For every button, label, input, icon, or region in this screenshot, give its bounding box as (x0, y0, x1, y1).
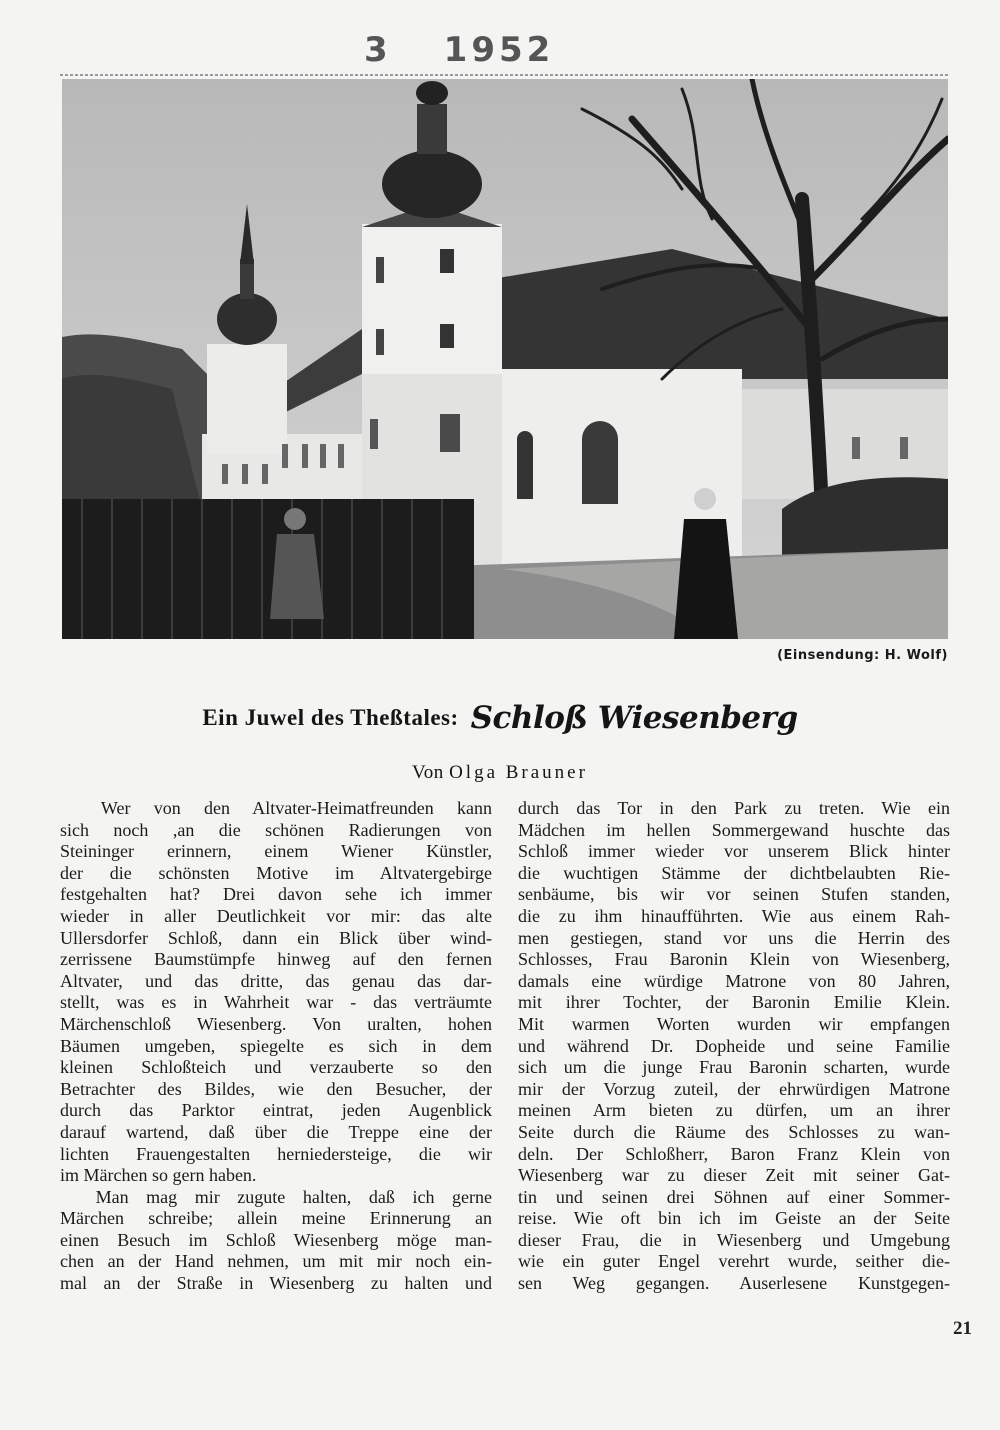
byline-author: Olga Brauner (449, 762, 588, 783)
text-line: im Märchen so gern haben. (60, 1165, 257, 1186)
text-line: chen an der Hand nehmen, um mit mir noch ein- (60, 1251, 492, 1272)
text-line: Märchenschloß Wiesenberg. Von uralten, hohen (60, 1013, 492, 1034)
text-line: reise. Wie oft bin ich im Geiste an der Seite (518, 1208, 950, 1229)
text-line: Ullersdorfer Schloß, dann ein Blick über wind- (60, 927, 492, 948)
dotted-rule (60, 74, 948, 76)
text-line: deln. Der Schloßherr, Baron Franz Klein von (518, 1143, 950, 1164)
text-line: Mädchen im hellen Sommergewand huschte das (518, 819, 950, 840)
text-line: Märchen schreibe; allein meine Erinnerung an (60, 1208, 492, 1229)
text-line: die wuchtigen Stämme der dichtbelaubten Rie- (518, 862, 950, 883)
issue-number: 3 (364, 30, 392, 70)
headline-title: Schloß Wiesenberg (470, 700, 798, 736)
text-line: einen Besuch im Schloß Wiesenberg möge man- (60, 1229, 492, 1250)
text-line: Bäumen umgeben, spiegelte es sich in dem (60, 1035, 492, 1056)
text-line: festgehalten hat? Drei davon sehe ich immer (60, 884, 492, 905)
text-line: damals eine würdige Matrone von 80 Jahren, (518, 970, 950, 991)
page-number: 21 (953, 1318, 972, 1339)
castle-photo (62, 79, 948, 639)
text-line: sen Weg gegangen. Auserlesene Kunstgegen- (518, 1273, 950, 1294)
text-line: Seite durch die Räume des Schlosses zu wan- (518, 1121, 950, 1142)
text-line: dieser Frau, die in Wiesenberg und Umgebung (518, 1229, 950, 1250)
right-text-column (518, 798, 950, 1295)
text-line: kleinen Schloßteich und verzauberte so den (60, 1057, 492, 1078)
text-line: zerrissene Baumstümpfe hinweg auf den fernen (60, 949, 492, 970)
text-line: Man mag mir zugute halten, daß ich gerne (60, 1186, 492, 1207)
text-line: darauf wartend, daß über die Treppe eine der (60, 1121, 492, 1142)
text-line: mal an der Straße in Wiesenberg zu halten und (60, 1273, 492, 1294)
text-line: wie ein guter Engel verehrt wurde, seither die- (518, 1251, 950, 1272)
article-headline (0, 700, 1000, 736)
text-line: men gestiegen, stand vor uns die Herrin des (518, 927, 950, 948)
text-line: meinen Arm bieten zu dürfen, um an ihrer (518, 1100, 950, 1121)
archive-stamp (364, 30, 554, 70)
text-line: tin und seinen drei Söhnen auf einer Sommer- (518, 1186, 950, 1207)
text-line: die zu ihm hinaufführten. Wie aus einem Rah- (518, 905, 950, 926)
left-text-column (60, 798, 492, 1295)
text-line: lichten Frauengestalten herniedersteige, die wir (60, 1143, 492, 1164)
text-line: Wiesenberg war zu dieser Zeit mit seiner Gat- (518, 1165, 950, 1186)
text-line: mir der Vorzug zuteil, der ehrwürdigen Matrone (518, 1078, 950, 1099)
byline-von: Von (412, 762, 444, 783)
text-line: senbäume, bis wir vor seinen Stufen standen, (518, 884, 950, 905)
text-line: stellt, was es in Wahrheit war - das verträumte (60, 992, 492, 1013)
text-line: mit ihrer Tochter, der Baronin Emilie Klein. (518, 992, 950, 1013)
text-line: Wer von den Altvater-Heimatfreunden kann (60, 798, 492, 818)
castle-with-towers-icon (62, 79, 948, 639)
text-line: Altvater, und das dritte, das genau das dar- (60, 970, 492, 991)
text-line: durch das Tor in den Park zu treten. Wie ein (518, 798, 950, 818)
headline-prefix: Ein Juwel des Theßtales: (202, 705, 459, 730)
text-line: Mit warmen Worten wurden wir empfangen (518, 1013, 950, 1034)
text-line: Schlosses, Frau Baronin Klein von Wiesenberg, (518, 949, 950, 970)
text-line: Schloß immer wieder vor unserem Blick hinter (518, 841, 950, 862)
text-line: und während Dr. Dopheide und seine Familie (518, 1035, 950, 1056)
text-line: sich um die junge Frau Baronin scharten, wurde (518, 1057, 950, 1078)
text-line: wieder in aller Deutlichkeit vor mir: das alte (60, 905, 492, 926)
byline (0, 762, 1000, 784)
text-line: Steininger erinnern, einem Wiener Künstler, (60, 841, 492, 862)
photo-credit: (Einsendung: H. Wolf) (777, 648, 948, 663)
text-line: sich noch ,an die schönen Radierungen von (60, 819, 492, 840)
text-line: der die schönsten Motive im Altvatergebirge (60, 862, 492, 883)
text-line: durch das Parktor eintrat, jeden Augenblick (60, 1100, 492, 1121)
issue-year: 1952 (443, 30, 555, 70)
text-line: Betrachter des Bildes, wie den Besucher, der (60, 1078, 492, 1099)
